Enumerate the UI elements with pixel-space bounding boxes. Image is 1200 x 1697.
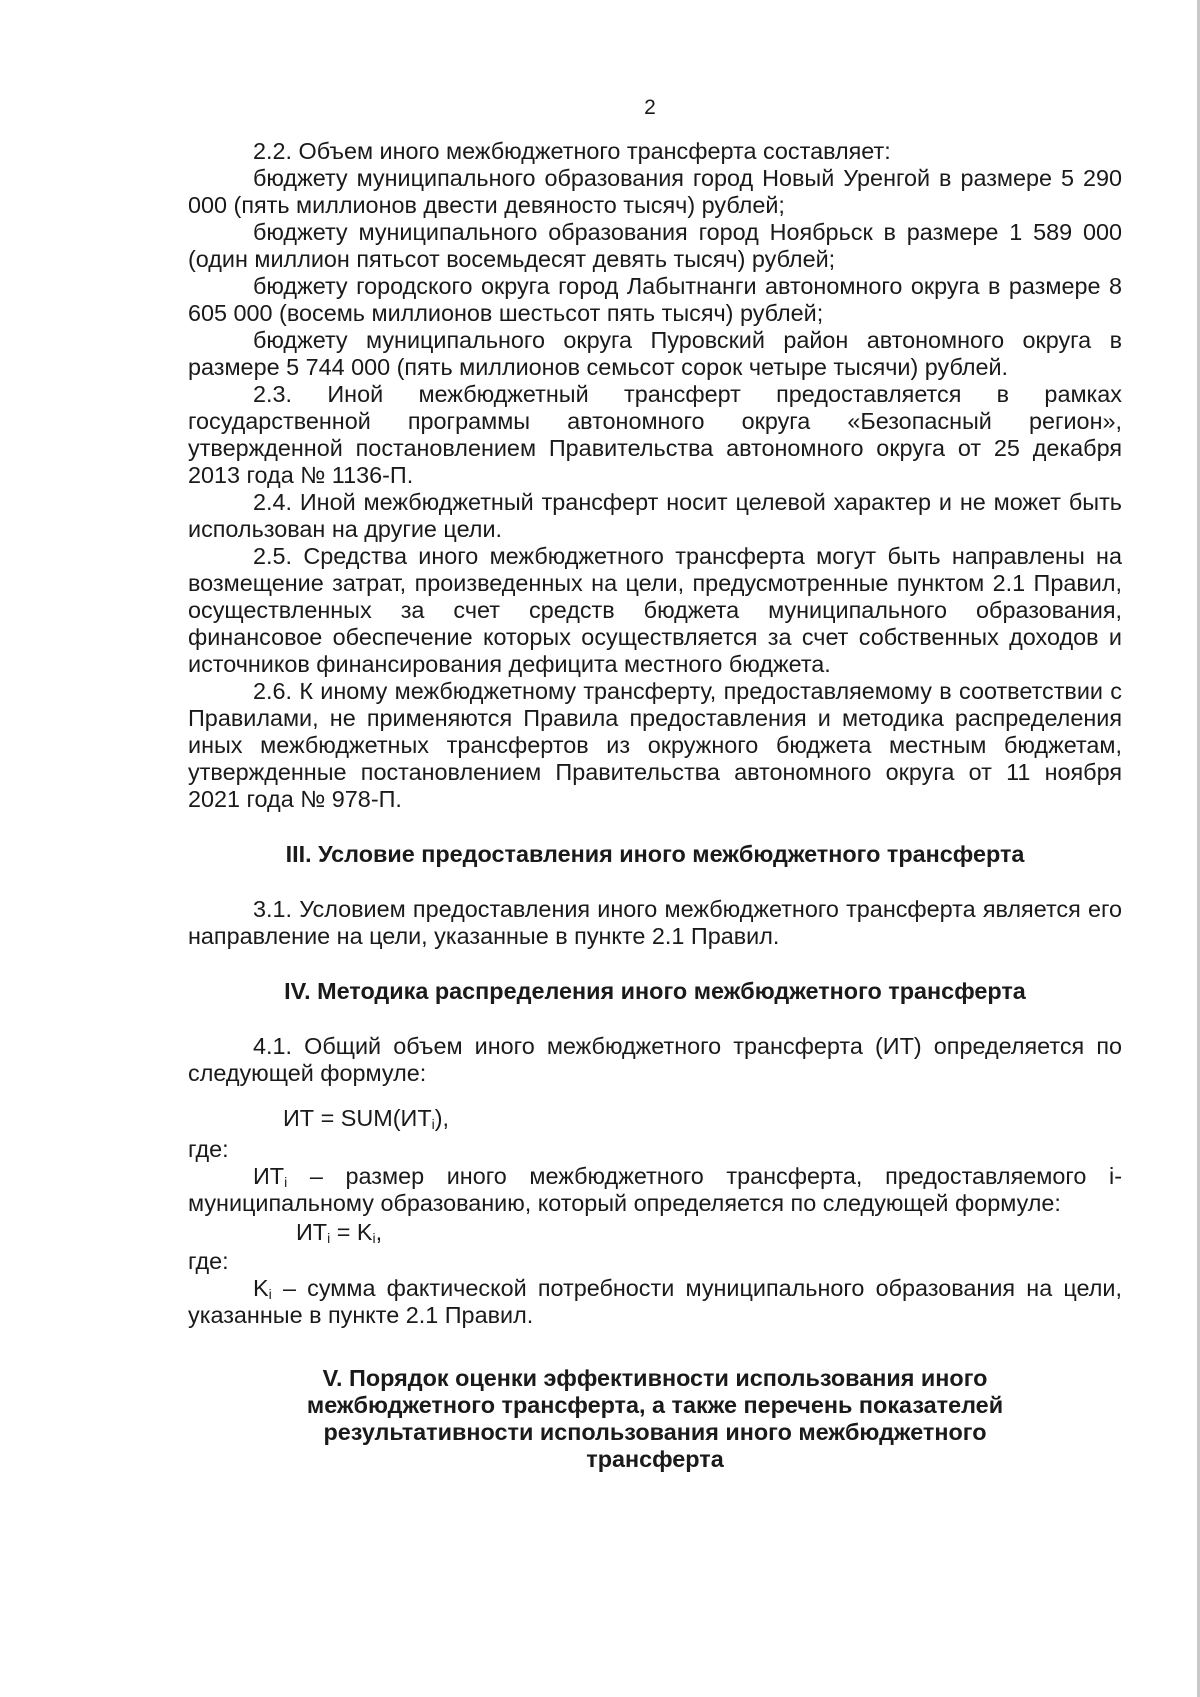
- paragraph-2-2-labytnangi: бюджету городского округа город Лабытнанги автономного округа в размере 8 605 000 (восемь миллионов шестьсот пять тысяч) рублей;: [188, 273, 1122, 326]
- formula-total-subscript: i: [431, 1116, 435, 1132]
- formula-k-subscript: i: [372, 1230, 376, 1246]
- section-3-heading: III. Условие предоставления иного межбюджетного трансферта: [285, 841, 1025, 867]
- formula-per-municipality: [188, 1219, 1122, 1246]
- where-label-2: где:: [188, 1248, 229, 1274]
- paragraph-2-2-novy-urengoy: бюджету муниципального образования город Новый Уренгой в размере 5 290 000 (пять миллионов двести девяносто тысяч) рублей;: [188, 165, 1122, 218]
- definition-k-i: [188, 1275, 1122, 1329]
- formula-total-tail: ),: [434, 1105, 450, 1131]
- paragraph-4-1: 4.1. Общий объем иного межбюджетного трансферта (ИТ) определяется по следующей формуле:: [188, 1033, 1122, 1086]
- formula-equals-k: = K: [330, 1219, 373, 1245]
- formula-it-symbol: ИТ: [296, 1219, 328, 1245]
- formula-tail: ,: [375, 1219, 383, 1245]
- definition-k-symbol: K: [253, 1275, 269, 1301]
- section-5-heading: [188, 1365, 1122, 1473]
- formula-total-lhs: ИТ = SUM(ИТ: [283, 1105, 432, 1131]
- definition-k-subscript: i: [268, 1286, 272, 1302]
- section-5-heading-line-2: межбюджетного трансферта, а также перечень показателей: [306, 1392, 1004, 1418]
- section-5-heading-line-1: V. Порядок оценки эффективности использования иного: [322, 1365, 988, 1391]
- definition-it-subscript: i: [284, 1174, 288, 1190]
- definition-it-text: – размер иного межбюджетного трансферта, предоставляемого i-муниципальному образованию, который определяется по следующей формуле:: [188, 1163, 1122, 1216]
- paragraph-2-2-title: 2.2. Объем иного межбюджетного трансферта составляет:: [253, 138, 891, 164]
- paragraph-2-2-noyabrsk: бюджету муниципального образования город Ноябрьск в размере 1 589 000 (один миллион пятьсот восемьдесят девять тысяч) рублей;: [188, 219, 1122, 272]
- definition-it-symbol: ИТ: [253, 1163, 285, 1189]
- paragraph-3-1: 3.1. Условием предоставления иного межбюджетного трансферта является его направление на цели, указанные в пункте 2.1 Правил.: [188, 896, 1122, 949]
- definition-it-i: [188, 1163, 1122, 1217]
- document-body: [188, 138, 1122, 1473]
- paragraph-2-3: 2.3. Иной межбюджетный трансферт предоставляется в рамках государственной программы автономного округа «Безопасный регион», утвержденной постановлением Правительства автономного округа от 25 декабря 2013 года № 1136-П.: [188, 381, 1122, 488]
- definition-k-text: – сумма фактической потребности муниципального образования на цели, указанные в пункте 2.1 Правил.: [188, 1275, 1122, 1328]
- formula-total: [188, 1105, 1122, 1132]
- paragraph-2-2-purovsky: бюджету муниципального округа Пуровский район автономного округа в размере 5 744 000 (пять миллионов семьсот сорок четыре тысячи) рублей.: [188, 327, 1122, 380]
- section-5-heading-line-3: результативности использования иного межбюджетного: [323, 1419, 987, 1445]
- paragraph-2-4: 2.4. Иной межбюджетный трансферт носит целевой характер и не может быть использован на другие цели.: [188, 489, 1122, 542]
- section-4-heading: IV. Методика распределения иного межбюджетного трансферта: [284, 978, 1026, 1004]
- formula-it-subscript: i: [327, 1230, 331, 1246]
- page-number: 2: [644, 96, 656, 119]
- section-5-heading-line-4: трансферта: [586, 1446, 724, 1472]
- where-label-1: где:: [188, 1136, 229, 1162]
- paragraph-2-5: 2.5. Средства иного межбюджетного трансферта могут быть направлены на возмещение затрат, произведенных на цели, предусмотренные пунктом 2.1 Правил, осуществленных за счет средств бюджета муниципального образования, финансовое обеспечение которых осуществляется за счет собственных доходов и источников финансирования дефицита местного бюджета.: [188, 543, 1122, 677]
- paragraph-2-6: 2.6. К иному межбюджетному трансферту, предоставляемому в соответствии с Правилами, не применяются Правила предоставления и методика распределения иных межбюджетных трансфертов из окружного бюджета местным бюджетам, утвержденные постановлением Правительства автономного округа от 11 ноября 2021 года № 978-П.: [188, 678, 1122, 812]
